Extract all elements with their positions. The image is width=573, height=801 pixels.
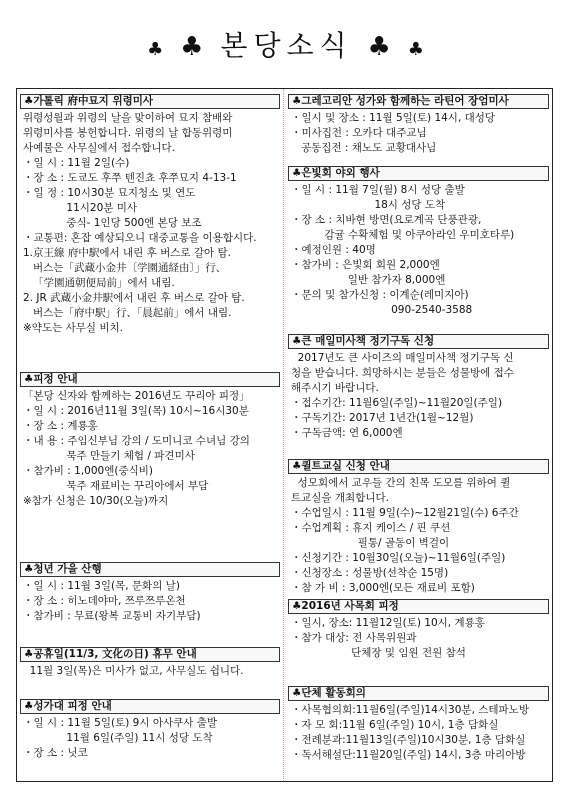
section-line: 위령성월과 위령의 날을 맞이하여 묘지 참배와 [23, 112, 233, 124]
notice-section [285, 599, 552, 661]
club-icon: ♣ [407, 39, 426, 60]
section-body [17, 662, 283, 679]
section-line: ・장 소 : 닛코 [23, 747, 88, 759]
notice-section [285, 94, 552, 156]
section-line: ・문의 및 참가신청 : 이계순(레미지아) [291, 289, 469, 301]
section-line: 버스는「武蔵小金井〔学園通経由〕」行、 [23, 262, 227, 274]
section-line: 1.京王線 府中駅에서 내린 후 버스로 갈아 탐. [23, 247, 231, 259]
section-heading: ♣성가대 피정 안내 [20, 699, 280, 714]
section-heading: ♣청년 가을 산행 [20, 562, 280, 577]
section-body [285, 614, 552, 661]
section-line: ・구독기간: 2017년 1년간(1월~12월) [291, 412, 474, 424]
section-body [285, 181, 552, 318]
section-body [17, 577, 283, 624]
notice-section [285, 334, 552, 441]
section-line: ・일 시 : 11월 7일(월) 8시 성당 출발 [291, 184, 465, 196]
section-line: 중식- 1인당 500엔 본당 보조 [23, 217, 202, 229]
left-column [17, 89, 284, 781]
section-line: ・일 시 : 11월 2일(수) [23, 157, 130, 169]
section-heading: ♣그레고리안 성가와 함께하는 라틴어 장엄미사 [288, 94, 549, 109]
section-heading: ♣피정 안내 [20, 372, 280, 387]
section-line: ・장 소 : 치바현 방면(요로계곡 단풍관광, [291, 214, 482, 226]
section-line: 2. JR 武蔵小金井駅에서 내린 후 버스로 갈아 탐. [23, 292, 245, 304]
club-icon: ♣ [367, 32, 393, 62]
section-line: ・일시 및 장소 : 11월 5일(토) 14시, 대성당 [291, 112, 496, 124]
section-line: ・참가비 : 무료(왕복 교통비 자기부담) [23, 610, 201, 622]
section-line: ・교통편: 혼잡 예상되오니 대중교통을 이용합시다. [23, 232, 257, 244]
section-line: 「본당 신자와 함께하는 2016년도 꾸리아 피정」 [23, 390, 250, 402]
section-line: 11시20분 미사 [23, 202, 138, 214]
section-line: 트교실을 개최합니다. [291, 492, 389, 504]
section-line: ・장 소 : 계룡홍 [23, 420, 98, 432]
section-line: ・예정인원 : 40명 [291, 244, 376, 256]
notice-section [17, 647, 283, 679]
section-line: ・일 시 : 2016년11월 3일(목) 10시~16시30분 [23, 405, 249, 417]
notice-section [17, 94, 283, 336]
section-line: 버스는「府中駅」行、「晨起前」에서 내림. [23, 307, 232, 319]
section-line: 청을 받습니다. 희망하시는 분들은 성물방에 접수 [291, 367, 514, 379]
notice-section [285, 459, 552, 596]
section-line: ・신청장소 : 성물방(선착순 15명) [291, 567, 449, 579]
notice-section [17, 699, 283, 761]
notice-section [17, 372, 283, 509]
section-heading: ♣가톨릭 府中묘지 위령미사 [20, 94, 280, 109]
section-line: ・참가비 : 1,000엔(중식비) [23, 465, 153, 477]
section-line: ・일 정 : 10시30분 묘지청소 및 연도 [23, 187, 196, 199]
section-line: ・전례분과:11월13일(주일)10시30분, 1층 담화실 [291, 734, 526, 746]
section-body [285, 349, 552, 441]
section-heading: ♣큰 매일미사책 정기구독 신청 [288, 334, 549, 349]
section-line: 「学園通朝便局前」에서 내림. [23, 277, 175, 289]
section-line: 필통/ 골동이 벽걸이 [291, 537, 450, 549]
section-line: ・참가비 : 은빛회 회원 2,000엔 [291, 259, 440, 271]
right-column [285, 89, 552, 781]
section-body [285, 701, 552, 763]
section-line: ・미사집전 : 오카다 대주교님 [291, 127, 427, 139]
section-heading: ♣단체 활동회의 [288, 686, 549, 701]
section-line: 단체장 및 임원 전원 참석 [291, 647, 466, 659]
section-line: ・독서해설단:11월20일(주일) 14시, 3층 마리아방 [291, 749, 526, 761]
section-line: 묵주 재료비는 꾸리아에서 부담 [23, 480, 209, 492]
section-line: ・자 모 회:11월 6일(주일) 10시, 1층 담화실 [291, 719, 499, 731]
section-line: 090-2540-3588 [291, 304, 473, 316]
section-line: 일반 참가자 8,000엔 [291, 274, 446, 286]
section-line: ・장 소 : 도쿄도 후쭈 텐진쵸 후쭈묘지 4-13-1 [23, 172, 237, 184]
section-line: 묵주 만들기 체험 / 파견미사 [23, 450, 195, 462]
section-line: ・접수기간: 11월6일(주일)~11월20일(주일) [291, 397, 503, 409]
page-title-text: 본당소식 [220, 29, 353, 62]
section-line: ・구독금액: 연 6,000엔 [291, 427, 403, 439]
notice-section [285, 686, 552, 763]
section-line: ・장 소 : 히노데야마, 쯔루쯔루온천 [23, 595, 186, 607]
section-body [285, 109, 552, 156]
section-line: 성모회에서 교우들 간의 친목 도모를 위하여 퀼 [291, 477, 511, 489]
section-line: ・일 시 : 11월 5일(토) 9시 아사쿠사 출발 [23, 717, 218, 729]
section-line: ・수업일시 : 11월 9일(수)~12월21일(수) 6주간 [291, 507, 519, 519]
section-body [17, 109, 283, 336]
section-line: 사예물은 사무실에서 접수합니다. [23, 142, 176, 154]
club-icon: ♣ [180, 32, 206, 62]
section-body [17, 387, 283, 509]
section-line: 감귤 수확체험 및 아쿠아라인 우미호타루) [291, 229, 515, 241]
section-line: ・내 용 : 주임신부님 강의 / 도미니코 수녀님 강의 [23, 435, 250, 447]
section-body [17, 714, 283, 761]
section-heading: ♣퀼트교실 신청 안내 [288, 459, 549, 474]
section-line: ※약도는 사무실 비치. [23, 322, 123, 334]
notice-section [285, 166, 552, 318]
section-line: 18시 성당 도착 [291, 199, 446, 211]
section-line: 공동집전 : 채노도 교황대사님 [291, 142, 437, 154]
section-line: ・참 가 비 : 3,000엔(모든 재료비 포함) [291, 582, 475, 594]
section-line: ・수업계획 : 휴지 케이스 / 핀 쿠션 [291, 522, 451, 534]
bulletin-frame [16, 88, 553, 782]
section-line: ・신청기간 : 10월30일(오늘)~11월6일(주일) [291, 552, 506, 564]
section-line: ・일시, 장소: 11월12일(토) 10시, 계룡홍 [291, 617, 485, 629]
section-line: ※참가 신청은 10/30(오늘)까지 [23, 495, 169, 507]
page-title [0, 28, 573, 68]
section-line: 11월 6일(주일) 11시 성당 도착 [23, 732, 213, 744]
club-icon: ♣ [147, 39, 166, 60]
section-line: ・일 시 : 11월 3일(목, 문화의 날) [23, 580, 180, 592]
section-body [285, 474, 552, 596]
section-heading: ♣공휴일(11/3, 文化の日) 휴무 안내 [20, 647, 280, 662]
section-line: 11월 3일(목)은 미사가 없고, 사무실도 쉽니다. [23, 665, 244, 677]
section-line: 해주시기 바랍니다. [291, 382, 379, 394]
section-line: 2017년도 큰 사이즈의 매일미사책 정기구독 신 [291, 352, 514, 364]
section-line: 위령미사를 봉헌합니다. 위령의 날 합동위령미 [23, 127, 233, 139]
section-heading: ♣은빛회 야외 행사 [288, 166, 549, 181]
section-heading: ♣2016년 사목회 피정 [288, 599, 549, 614]
section-line: ・사목협의회:11월6일(주일)14시30분, 스테파노방 [291, 704, 529, 716]
notice-section [17, 562, 283, 624]
section-line: ・참가 대상: 전 사목위원과 [291, 632, 417, 644]
